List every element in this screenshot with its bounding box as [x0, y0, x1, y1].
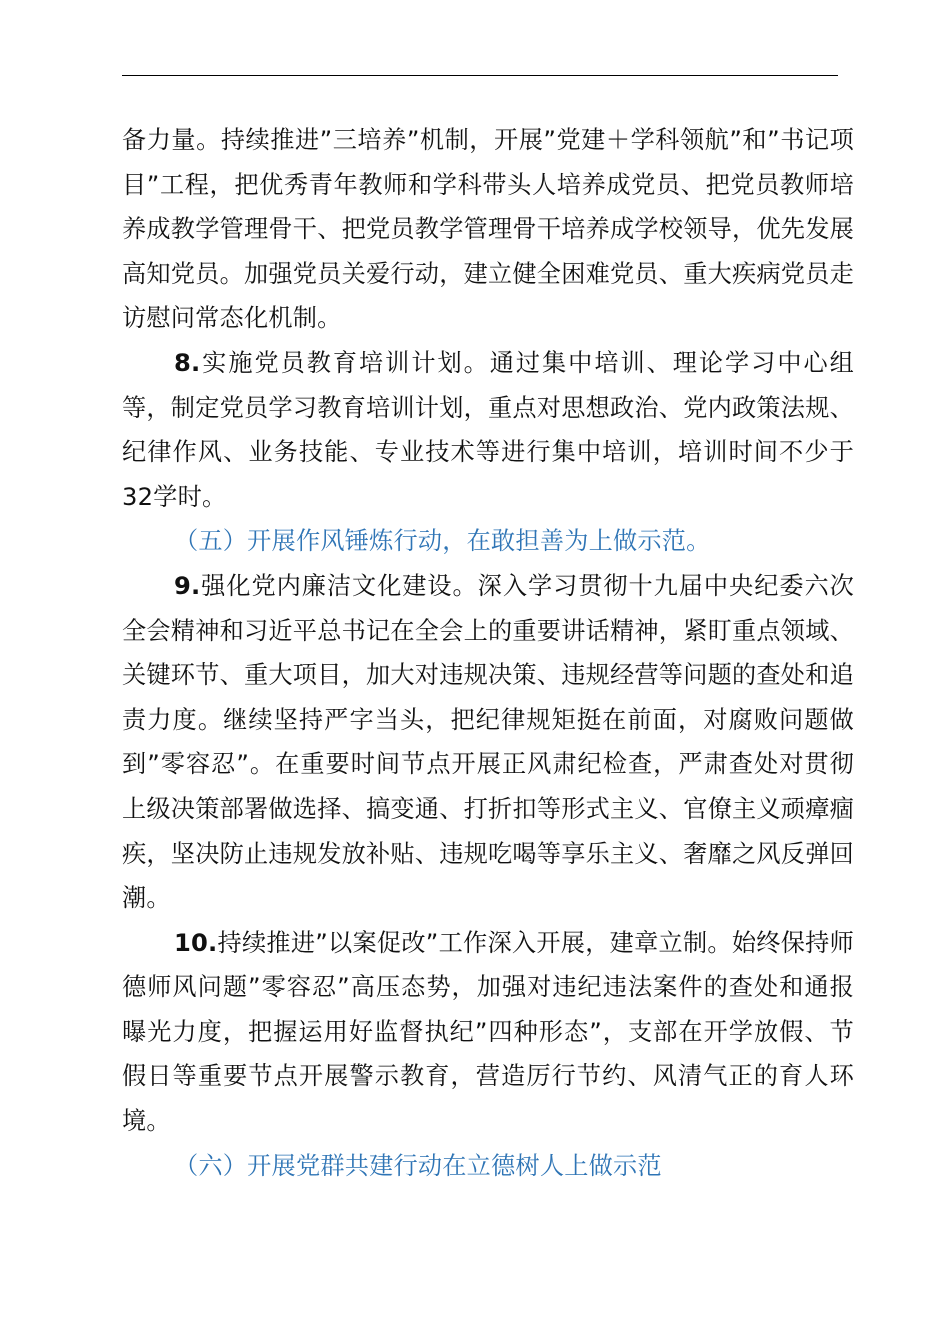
header-rule: [122, 75, 838, 76]
list-item-8: [122, 341, 854, 519]
list-item-10: [122, 921, 854, 1144]
item-number: 9.: [174, 571, 201, 600]
section-heading-6: （六）开展党群共建行动在立德树人上做示范: [174, 1151, 662, 1180]
item-number: 10.: [174, 928, 218, 957]
document-body: [122, 118, 854, 1188]
item-text: 持续推进”以案促改”工作深入开展，建章立制。始终保持师德师风问题”零容忍”高压态势，加强对违纪违法案件的查处和通报曝光力度，把握运用好监督执纪”四种形态”，支部在开学放假、节假日等重要节点开展警示教育，营造厉行节约、风清气正的育人环境。: [122, 928, 854, 1136]
list-item-9: [122, 564, 854, 921]
paragraph-continuation: [122, 118, 854, 341]
item-text: 强化党内廉洁文化建设。深入学习贯彻十九届中央纪委六次全会精神和习近平总书记在全会上的重要讲话精神，紧盯重点领域、关键环节、重大项目，加大对违规决策、违规经营等问题的查处和追责力度。继续坚持严字当头，把纪律规矩挺在前面，对腐败问题做到”零容忍”。在重要时间节点开展正风肃纪检查，严肃查处对贯彻上级决策部署做选择、搞变通、打折扣等形式主义、官僚主义顽瘴痼疾，坚决防止违规发放补贴、违规吃喝等享乐主义、奢靡之风反弹回潮。: [122, 571, 854, 913]
paragraph-text: 备力量。持续推进”三培养”机制，开展”党建＋学科领航”和”书记项目”工程，把优秀青年教师和学科带头人培养成党员、把党员教师培养成教学管理骨干、把党员教学管理骨干培养成学校领导，优先发展高知党员。加强党员关爱行动，建立健全困难党员、重大疾病党员走访慰问常态化机制。: [122, 126, 854, 333]
item-text: 实施党员教育培训计划。通过集中培训、理论学习中心组等，制定党员学习教育培训计划，重点对思想政治、党内政策法规、纪律作风、业务技能、专业技术等进行集中培训，培训时间不少于32学时。: [122, 348, 854, 511]
item-number: 8.: [174, 348, 201, 377]
section-heading-5: （五）开展作风锤炼行动，在敢担善为上做示范。: [174, 527, 711, 556]
